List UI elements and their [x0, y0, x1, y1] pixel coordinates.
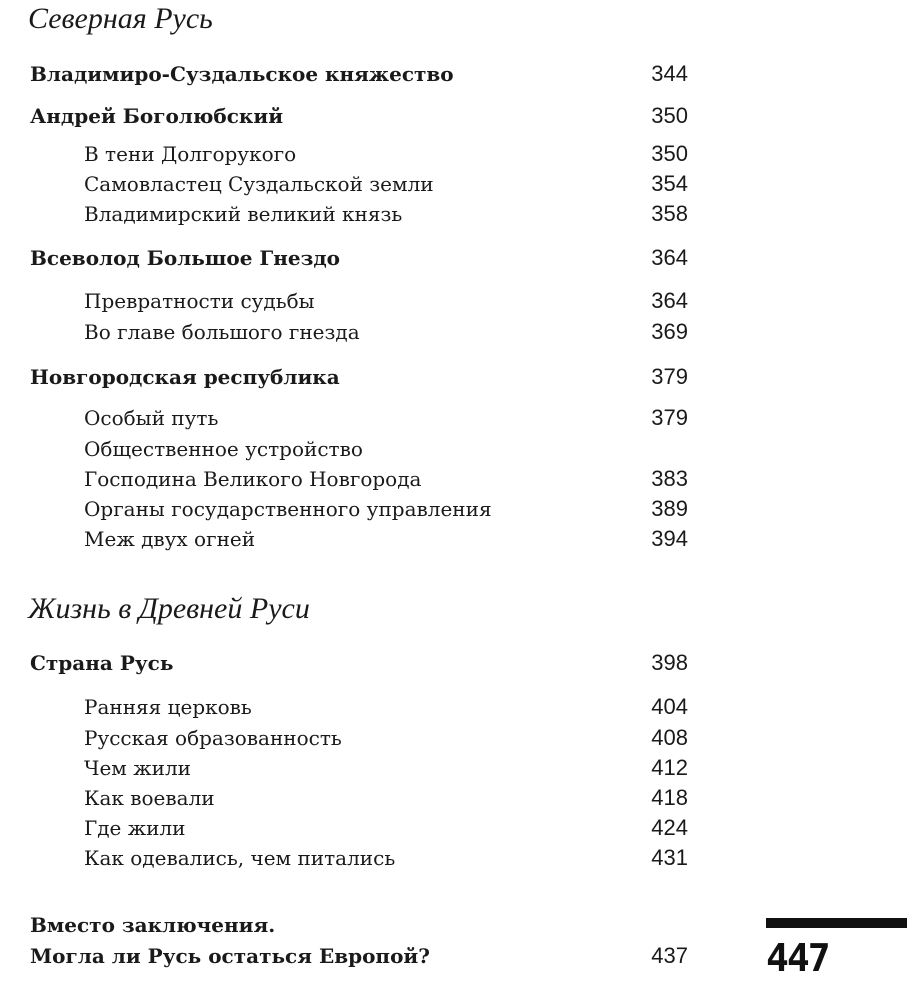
toc-conclusion-line2: [0, 941, 700, 971]
toc-entry-page: 398: [651, 650, 688, 675]
toc-conclusion-line1: [0, 910, 700, 940]
toc-entry-label: Ранняя церковь: [84, 695, 252, 719]
toc-entry-label: Как одевались, чем питались: [84, 846, 396, 870]
toc-subentry: [0, 434, 700, 464]
toc-subentry: [0, 139, 700, 169]
toc-subentry: [0, 286, 700, 316]
toc-entry-label: Меж двух огней: [84, 527, 256, 551]
toc-entry-page: 418: [651, 785, 688, 810]
toc-subentry: [0, 753, 700, 783]
toc-subentry: [0, 464, 700, 494]
toc-entry-page: 412: [651, 755, 688, 780]
toc-entry: [0, 243, 700, 273]
toc-entry-page: 344: [651, 61, 688, 86]
toc-entry-page: 389: [651, 496, 688, 521]
toc-subentry: [0, 199, 700, 229]
toc-subentry: [0, 524, 700, 554]
toc-entry-label: Превратности судьбы: [84, 289, 315, 313]
toc-subentry: [0, 692, 700, 722]
toc-entry-page: 350: [651, 141, 688, 166]
toc-entry: [0, 362, 700, 392]
section-title-life-in-ancient-rus: Жизнь в Древней Руси: [28, 592, 310, 625]
toc-entry-page: 408: [651, 725, 688, 750]
toc-entry-page: 364: [651, 288, 688, 313]
toc-entry-page: 379: [651, 364, 688, 389]
toc-entry-label: Общественное устройство: [84, 437, 363, 461]
toc-entry-label: Особый путь: [84, 406, 219, 430]
toc-subentry: [0, 403, 700, 433]
toc-entry-page: 354: [651, 171, 688, 196]
toc-subentry: [0, 317, 700, 347]
toc-entry-label: Органы государственного управления: [84, 497, 492, 521]
toc-entry-label: Вместо заключения.: [30, 913, 276, 937]
toc-entry-page: 350: [651, 103, 688, 128]
toc-subentry: [0, 169, 700, 199]
toc-entry-page: 437: [651, 943, 688, 968]
toc-entry-label: Русская образованность: [84, 726, 342, 750]
toc-subentry: [0, 783, 700, 813]
toc-entry-label: Владимиро-Суздальское княжество: [30, 62, 454, 86]
toc-entry-page: 424: [651, 815, 688, 840]
toc-entry-page: 364: [651, 245, 688, 270]
toc-subentry: [0, 494, 700, 524]
toc-entry-page: 358: [651, 201, 688, 226]
toc-entry-label: Во главе большого гнезда: [84, 320, 360, 344]
toc-entry-label: Могла ли Русь остаться Европой?: [30, 944, 430, 968]
toc-entry-label: Как воевали: [84, 786, 215, 810]
section-title-northern-rus: Северная Русь: [28, 2, 213, 35]
toc-entry-label: Андрей Боголюбский: [30, 104, 284, 128]
toc-entry-label: Владимирский великий князь: [84, 202, 403, 226]
toc-entry: [0, 648, 700, 678]
toc-entry-page: 369: [651, 319, 688, 344]
toc-entry-label: Страна Русь: [30, 651, 174, 675]
toc-entry-label: Самовластец Суздальской земли: [84, 172, 434, 196]
page-number: 447: [766, 936, 829, 980]
toc-entry-page: 404: [651, 694, 688, 719]
toc-entry-page: 431: [651, 845, 688, 870]
toc-entry-page: 394: [651, 526, 688, 551]
toc-entry-label: Господина Великого Новгорода: [84, 467, 422, 491]
toc-entry-label: Где жили: [84, 816, 186, 840]
toc-entry-label: Всеволод Большое Гнездо: [30, 246, 341, 270]
toc-entry-page: 383: [651, 466, 688, 491]
toc-subentry: [0, 813, 700, 843]
toc-entry-page: 379: [651, 405, 688, 430]
toc-entry: [0, 59, 700, 89]
folio-rule: [766, 918, 907, 928]
toc-entry-label: Чем жили: [84, 756, 191, 780]
toc-subentry: [0, 723, 700, 753]
toc-entry: [0, 101, 700, 131]
toc-entry-label: В тени Долгорукого: [84, 142, 297, 166]
toc-subentry: [0, 843, 700, 873]
toc-entry-label: Новгородская республика: [30, 365, 340, 389]
